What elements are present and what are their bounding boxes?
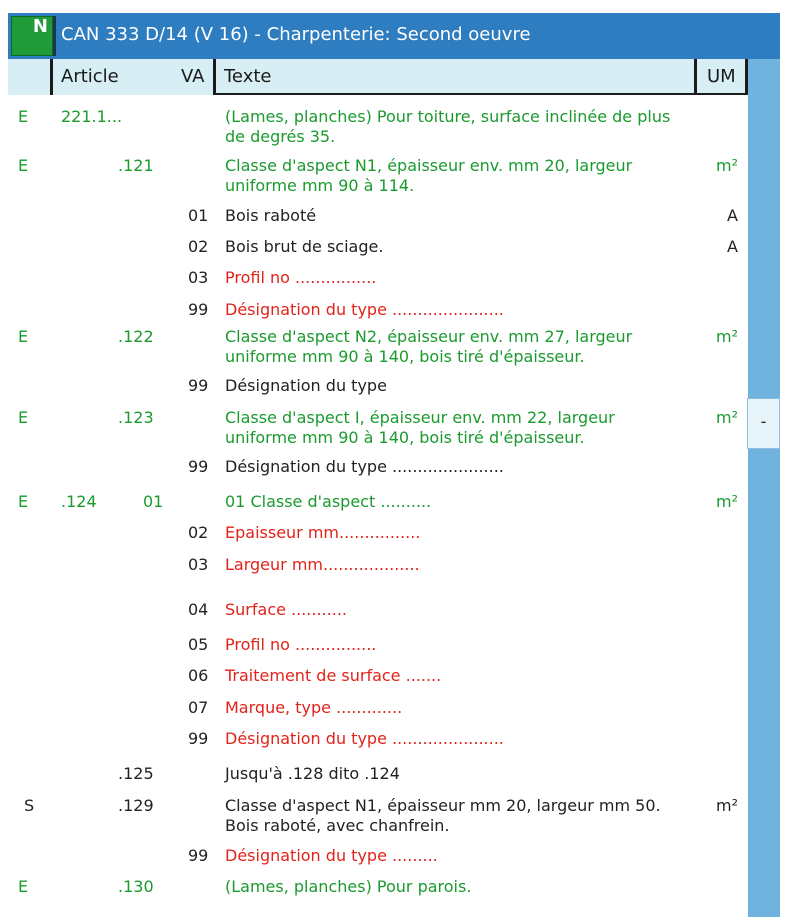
- title-divider: [53, 16, 56, 56]
- row-flag: E: [18, 408, 29, 427]
- row-text-line: Surface ...........: [225, 600, 347, 619]
- header-divider: [213, 59, 216, 95]
- row-article: .121: [118, 156, 154, 175]
- row-text-line: Désignation du type .........: [225, 846, 438, 865]
- row-flag: E: [18, 107, 29, 126]
- row-article: .125: [118, 764, 154, 783]
- row-flag: E: [18, 156, 29, 175]
- row-text-line: uniforme mm 90 à 140, bois tiré d'épaisseur.: [225, 347, 585, 366]
- header-divider: [694, 59, 697, 95]
- row-text: [225, 635, 376, 655]
- row-va: 04: [188, 600, 209, 619]
- row-va: 99: [188, 376, 209, 395]
- row-text: [225, 300, 504, 320]
- row-flag: E: [18, 492, 29, 511]
- row-unit: A: [727, 237, 738, 256]
- row-text-line: uniforme mm 90 à 114.: [225, 176, 415, 195]
- row-text-line: Traitement de surface .......: [225, 666, 442, 685]
- row-text: [225, 327, 632, 367]
- row-unit: m²: [716, 408, 738, 427]
- row-text-line: Bois brut de sciage.: [225, 237, 384, 256]
- row-va: 99: [188, 300, 209, 319]
- row-text: [225, 764, 400, 784]
- row-unit: m²: [716, 327, 738, 346]
- row-va: 02: [188, 237, 209, 256]
- document-window: [8, 13, 780, 917]
- row-text: [225, 555, 420, 575]
- app-logo[interactable]: [11, 16, 53, 56]
- header-divider: [50, 59, 53, 95]
- row-text: [225, 523, 420, 543]
- row-text-line: Epaisseur mm................: [225, 523, 421, 542]
- row-text-line: Désignation du type: [225, 376, 387, 395]
- app-logo-label: N: [32, 16, 48, 37]
- row-va: 03: [188, 555, 209, 574]
- row-text-line: (Lames, planches) Pour toiture, surface inclinée de plus: [225, 107, 671, 126]
- row-text-line: Désignation du type ......................: [225, 729, 504, 748]
- row-text-line: Jusqu'à .128 dito .124: [225, 764, 400, 783]
- row-text: [225, 666, 441, 686]
- row-text: [225, 698, 402, 718]
- row-text: [225, 729, 504, 749]
- row-flag: S: [24, 796, 35, 815]
- row-va: 02: [188, 523, 209, 542]
- row-va: 06: [188, 666, 209, 685]
- row-flag: E: [18, 327, 29, 346]
- row-va: 07: [188, 698, 209, 717]
- row-text-line: (Lames, planches) Pour parois.: [225, 877, 472, 896]
- row-unit: A: [727, 206, 738, 225]
- row-text-line: Désignation du type ......................: [225, 300, 504, 319]
- row-text: [225, 237, 383, 257]
- row-text-line: Largeur mm...................: [225, 555, 420, 574]
- row-text: [225, 492, 431, 512]
- row-text: [225, 457, 504, 477]
- row-text-line: uniforme mm 90 à 140, bois tiré d'épaisseur.: [225, 428, 585, 447]
- title-bar: [8, 13, 780, 59]
- row-va: 01: [188, 206, 209, 225]
- row-text: [225, 877, 471, 897]
- row-text: [225, 600, 347, 620]
- column-um[interactable]: UM: [707, 66, 736, 87]
- row-article: .123: [118, 408, 154, 427]
- row-va: 99: [188, 846, 209, 865]
- window-title: CAN 333 D/14 (V 16) - Charpenterie: Second oeuvre: [61, 24, 531, 45]
- row-text-line: Classe d'aspect N1, épaisseur env. mm 20, largeur: [225, 156, 633, 175]
- row-unit: m²: [716, 492, 738, 511]
- row-va: 05: [188, 635, 209, 654]
- row-text-line: Bois raboté: [225, 206, 317, 225]
- column-article[interactable]: Article: [61, 66, 119, 87]
- row-text: [225, 107, 670, 147]
- row-text-line: Classe d'aspect N1, épaisseur mm 20, largeur mm 50.: [225, 796, 661, 815]
- column-va[interactable]: VA: [181, 66, 205, 87]
- row-article: .130: [118, 877, 154, 896]
- row-text-line: Bois raboté, avec chanfrein.: [225, 816, 450, 835]
- row-va: 03: [188, 268, 209, 287]
- header-underline: [216, 93, 748, 95]
- row-text-line: Désignation du type ......................: [225, 457, 504, 476]
- row-text-line: de degrés 35.: [225, 127, 336, 146]
- row-article: .129: [118, 796, 154, 815]
- row-text: [225, 206, 316, 226]
- row-text-line: Profil no ................: [225, 268, 377, 287]
- vertical-scrollbar[interactable]: [748, 59, 780, 917]
- row-text-line: Classe d'aspect N2, épaisseur env. mm 27, largeur: [225, 327, 633, 346]
- row-text: [225, 408, 615, 448]
- row-text-line: Classe d'aspect I, épaisseur env. mm 22, largeur: [225, 408, 615, 427]
- row-text-line: 01 Classe d'aspect ..........: [225, 492, 432, 511]
- row-text-line: Marque, type .............: [225, 698, 403, 717]
- row-article: .124: [61, 492, 97, 511]
- row-va: 99: [188, 457, 209, 476]
- row-article: 221.1...: [61, 107, 123, 126]
- row-text: [225, 156, 632, 196]
- row-text: [225, 796, 661, 836]
- row-unit: m²: [716, 796, 738, 815]
- row-text: [225, 268, 376, 288]
- row-text-line: Profil no ................: [225, 635, 377, 654]
- row-va: 01: [143, 492, 164, 511]
- row-article: .122: [118, 327, 154, 346]
- row-text: [225, 376, 387, 396]
- row-flag: E: [18, 877, 29, 896]
- row-text: [225, 846, 438, 866]
- column-header: [8, 59, 748, 95]
- column-texte[interactable]: Texte: [224, 66, 272, 87]
- row-va: 99: [188, 729, 209, 748]
- scrollbar-thumb[interactable]: -: [747, 398, 780, 449]
- row-unit: m²: [716, 156, 738, 175]
